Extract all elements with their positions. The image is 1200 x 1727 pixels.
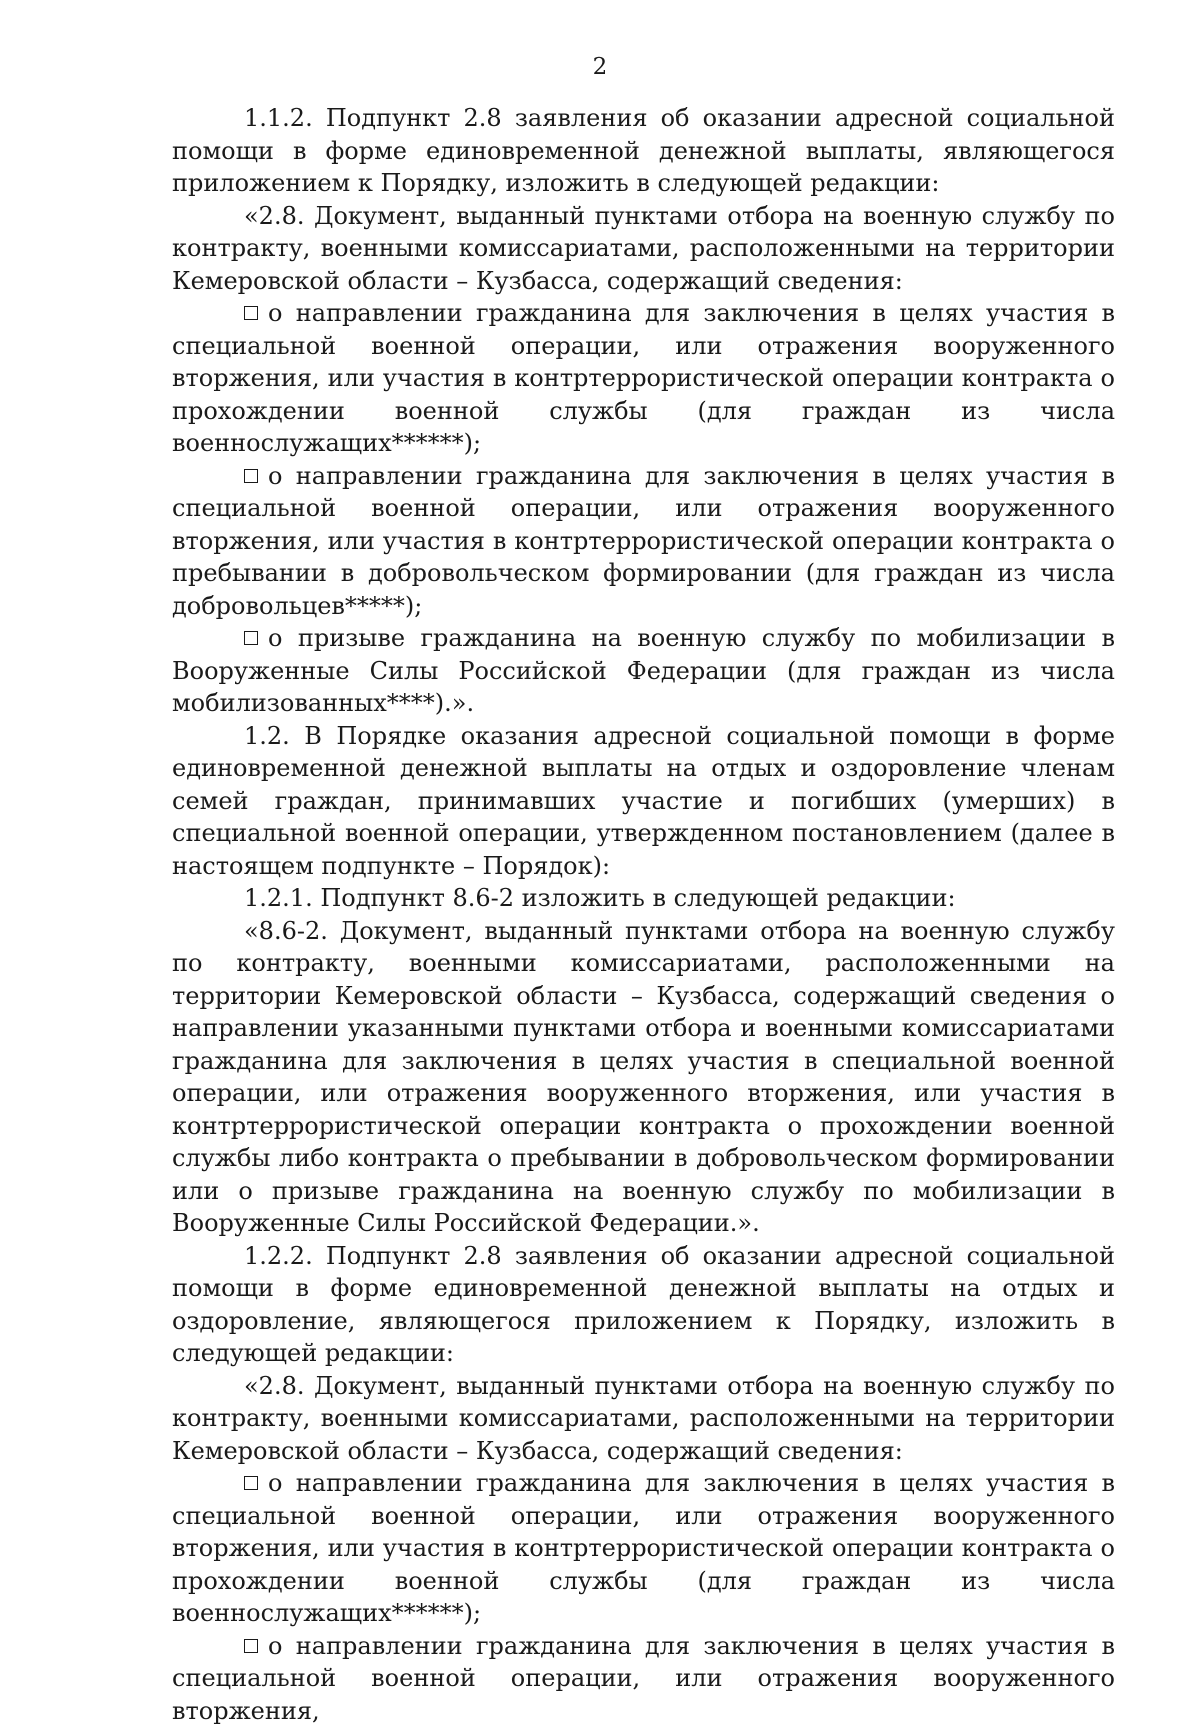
checkbox-paragraph: [172, 1630, 1115, 1727]
paragraph-text: о направлении гражданина для заключения в целях участия в специальной военной операции, или отражения вооруженного вторжения, или участия в контртеррористической операции контракта о пребывании в добровольческом формировании (для граждан из числа добровольцев*****);: [172, 462, 1115, 620]
checkbox-icon: [244, 1639, 258, 1653]
checkbox-paragraph: [172, 1467, 1115, 1630]
paragraph-text: 1.1.2. Подпункт 2.8 заявления об оказании адресной социальной помощи в форме единовременной денежной выплаты, являющегося приложением к Порядку, изложить в следующей редакции:: [172, 104, 1115, 197]
paragraph: [172, 102, 1115, 200]
paragraph: [172, 200, 1115, 298]
paragraph: [172, 720, 1115, 883]
paragraph-text: о направлении гражданина для заключения в целях участия в специальной военной операции, или отражения вооруженного вторжения,: [172, 1632, 1115, 1725]
checkbox-icon: [244, 1476, 258, 1490]
paragraph-text: о направлении гражданина для заключения в целях участия в специальной военной операции, или отражения вооруженного вторжения, или участия в контртеррористической операции контракта о прохождении военной службы (для граждан из числа военнослужащих******);: [172, 1469, 1115, 1627]
checkbox-paragraph: [172, 297, 1115, 460]
checkbox-icon: [244, 469, 258, 483]
paragraph-text: 1.2.2. Подпункт 2.8 заявления об оказании адресной социальной помощи в форме единовременной денежной выплаты на отдых и оздоровление, являющегося приложением к Порядку, изложить в следующей редакции:: [172, 1242, 1115, 1368]
paragraph: [172, 1240, 1115, 1370]
paragraph-text: о направлении гражданина для заключения в целях участия в специальной военной операции, или отражения вооруженного вторжения, или участия в контртеррористической операции контракта о прохождении военной службы (для граждан из числа военнослужащих******);: [172, 299, 1115, 457]
checkbox-paragraph: [172, 622, 1115, 720]
checkbox-paragraph: [172, 460, 1115, 623]
paragraph: [172, 915, 1115, 1240]
paragraph-text: 1.2. В Порядке оказания адресной социальной помощи в форме единовременной денежной выплаты на отдых и оздоровление членам семей граждан, принимавших участие и погибших (умерших) в специальной военной операции, утвержденном постановлением (далее в настоящем подпункте – Порядок):: [172, 722, 1115, 880]
paragraph-text: «8.6-2. Документ, выданный пунктами отбора на военную службу по контракту, военными комиссариатами, расположенными на территории Кемеровской области – Кузбасса, содержащий сведения о направлении указанными пунктами отбора и военными комиссариатами гражданина для заключения в целях участия в специальной военной операции, или отражения вооруженного вторжения, или участия в контртеррористической операции контракта о прохождении военной службы либо контракта о пребывании в добровольческом формировании или о призыве гражданина на военную службу по мобилизации в Вооруженные Силы Российской Федерации.».: [172, 917, 1115, 1238]
checkbox-icon: [244, 306, 258, 320]
paragraph-text: «2.8. Документ, выданный пунктами отбора на военную службу по контракту, военными комиссариатами, расположенными на территории Кемеровской области – Кузбасса, содержащий сведения:: [172, 1372, 1115, 1465]
paragraph-text: о призыве гражданина на военную службу по мобилизации в Вооруженные Силы Российской Федерации (для граждан из числа мобилизованных****).».: [172, 624, 1115, 717]
document-body: [172, 102, 1115, 1727]
paragraph-text: «2.8. Документ, выданный пунктами отбора на военную службу по контракту, военными комиссариатами, расположенными на территории Кемеровской области – Кузбасса, содержащий сведения:: [172, 202, 1115, 295]
paragraph-text: 1.2.1. Подпункт 8.6-2 изложить в следующей редакции:: [244, 884, 956, 912]
checkbox-icon: [244, 631, 258, 645]
paragraph: [172, 1370, 1115, 1468]
page-number: 2: [0, 52, 1200, 82]
paragraph: [172, 882, 1115, 915]
